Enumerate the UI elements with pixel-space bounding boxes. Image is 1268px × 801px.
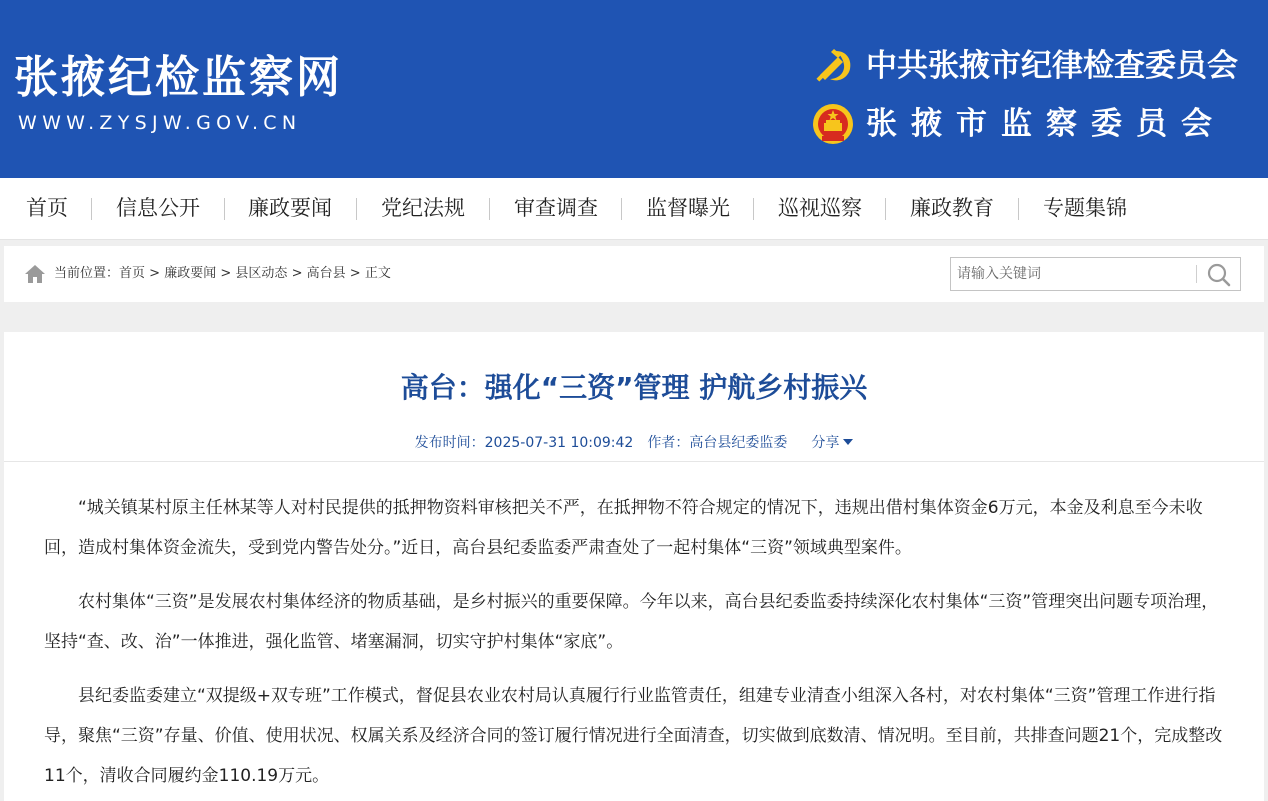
article-paragraph: “城关镇某村原主任林某等人对村民提供的抵押物资料审核把关不严，在抵押物不符合规定的情况下，违规出借村集体资金6万元，本金及利息至今未收回，造成村集体资金流失，受到党内警告处分。”近日，高台县纪委监委严肃查处了一起村集体“三资”领域典型案件。 — [44, 498, 1203, 558]
nav-item-inspection[interactable]: 巡视巡察 — [778, 196, 862, 220]
org-line-supervision — [812, 102, 1226, 146]
article-paragraph: 县纪委监委建立“双提级+双专班”工作模式，督促县农业农村局认真履行行业监管责任，组建专业清查小组深入各村，对农村集体“三资”管理工作进行指导，聚焦“三资”存量、价值、使用状况、权属关系及经济合同的签订履行情况进行全面清查，切实做到底数清、情况明。至目前，共排查问题21个，完成整改11个，清收合同履约金110.19万元。 — [44, 686, 1223, 786]
breadcrumb-separator: > — [349, 266, 361, 281]
breadcrumb-item-news[interactable]: 廉政要闻 — [164, 266, 217, 281]
org-name-commission: 中共张掖市纪律检查委员会 — [866, 48, 1238, 84]
publish-time-label: 发布时间： — [414, 435, 485, 451]
main-nav — [0, 178, 1268, 240]
org-name-supervision: 张掖市监察委员会 — [866, 106, 1226, 142]
nav-item-news[interactable]: 廉政要闻 — [248, 196, 332, 220]
site-url: WWW.ZYSJW.GOV.CN — [18, 112, 302, 134]
nav-item-info-disclosure[interactable]: 信息公开 — [116, 196, 200, 220]
org-line-commission — [812, 44, 1238, 88]
nav-item-education[interactable]: 廉政教育 — [910, 196, 994, 220]
site-header — [0, 0, 1268, 178]
breadcrumb-separator: > — [220, 266, 232, 281]
home-icon — [24, 264, 46, 284]
search-input[interactable] — [951, 258, 1195, 290]
nav-separator — [224, 198, 225, 220]
share-button[interactable] — [811, 435, 853, 451]
chevron-down-icon — [843, 439, 853, 445]
breadcrumb-item-gaotai[interactable]: 高台县 — [306, 266, 346, 281]
breadcrumb — [54, 246, 391, 302]
search-box — [950, 257, 1241, 291]
search-icon[interactable] — [1204, 261, 1234, 287]
nav-item-home[interactable]: 首页 — [26, 196, 68, 220]
nav-separator — [91, 198, 92, 220]
nav-item-topics[interactable]: 专题集锦 — [1043, 196, 1127, 220]
share-label: 分享 — [811, 435, 840, 451]
breadcrumb-bar — [4, 246, 1264, 302]
party-emblem-icon — [812, 45, 854, 87]
article-meta — [4, 432, 1264, 452]
breadcrumb-item-article: 正文 — [364, 266, 391, 281]
nav-item-investigation[interactable]: 审查调查 — [514, 196, 598, 220]
site-title[interactable]: 张掖纪检监察网 — [14, 52, 343, 103]
nav-separator — [753, 198, 754, 220]
author-label: 作者： — [647, 435, 690, 451]
breadcrumb-separator: > — [149, 266, 161, 281]
nav-separator — [621, 198, 622, 220]
publish-time: 2025-07-31 10:09:42 — [484, 435, 634, 451]
nav-separator — [489, 198, 490, 220]
article-panel — [4, 332, 1264, 801]
nav-separator — [1018, 198, 1019, 220]
national-emblem-icon — [812, 103, 854, 145]
nav-item-exposure[interactable]: 监督曝光 — [646, 196, 730, 220]
nav-item-regulations[interactable]: 党纪法规 — [381, 196, 465, 220]
meta-divider — [4, 461, 1264, 462]
nav-separator — [885, 198, 886, 220]
search-divider — [1196, 265, 1197, 283]
breadcrumb-prefix: 当前位置： — [54, 266, 120, 281]
article-title: 高台：强化“三资”管理 护航乡村振兴 — [400, 371, 868, 404]
nav-separator — [356, 198, 357, 220]
article-paragraph: 农村集体“三资”是发展农村集体经济的物质基础，是乡村振兴的重要保障。今年以来，高台县纪委监委持续深化农村集体“三资”管理突出问题专项治理，坚持“查、改、治”一体推进，强化监管、堵塞漏洞，切实守护村集体“家底”。 — [44, 592, 1219, 652]
author: 高台县纪委监委 — [689, 435, 788, 451]
breadcrumb-item-home[interactable]: 首页 — [119, 266, 146, 281]
breadcrumb-separator: > — [291, 266, 303, 281]
breadcrumb-item-county-news[interactable]: 县区动态 — [235, 266, 288, 281]
